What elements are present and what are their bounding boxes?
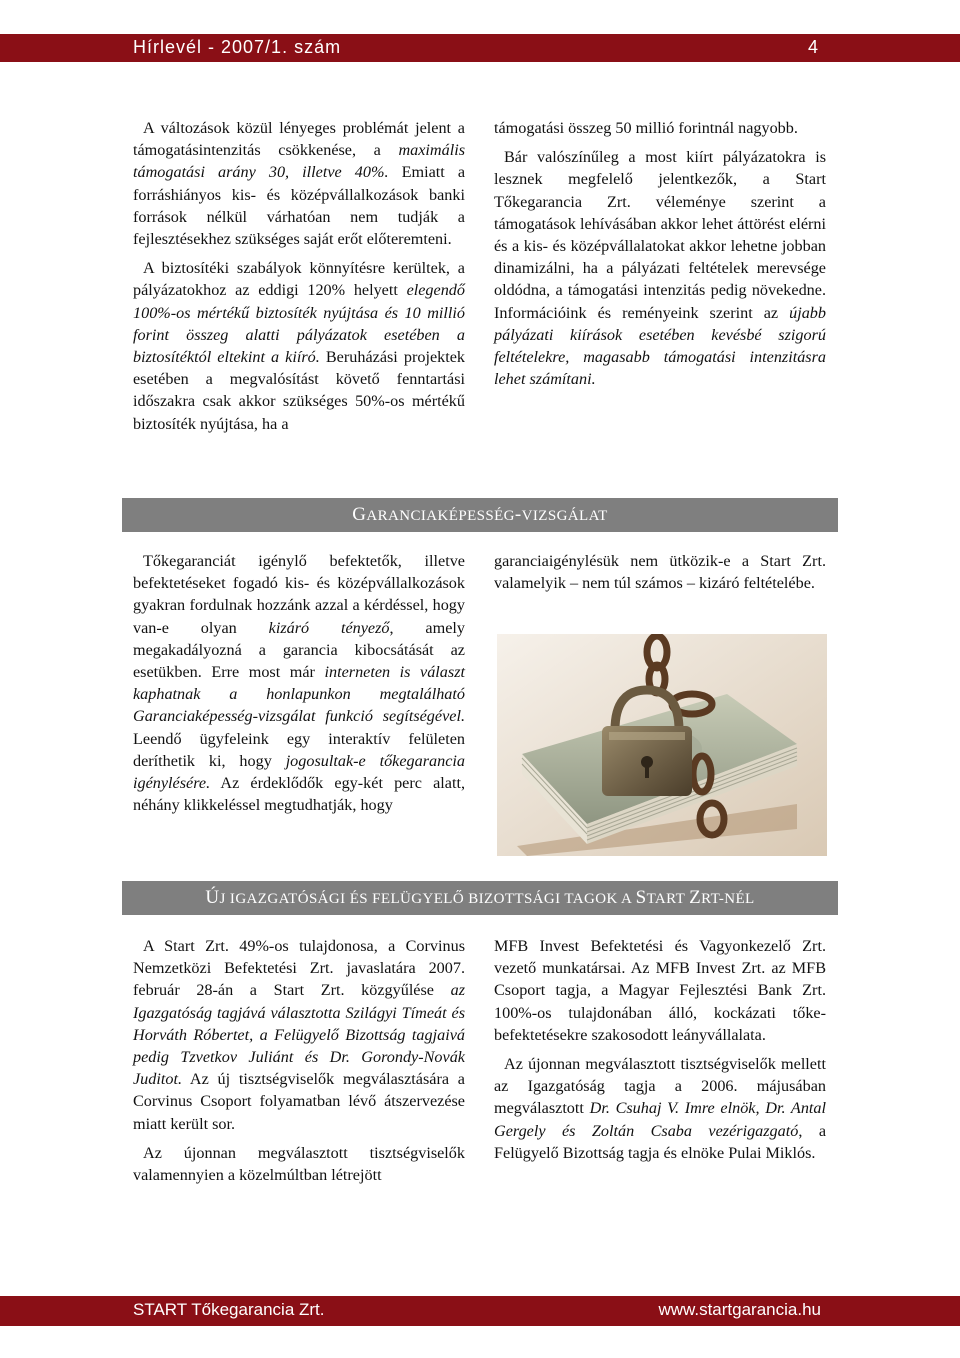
paragraph: Tőkegaranciát igénylő befektetők, illetve befektetéseket fogadó kis- és középvállalkozások gyakran fordulnak hozzánk azzal a kérdéssel, hogy van-e olyan kizáró tényező, amely megakadályozná a garancia kibocsátását az esetükben. Erre most már interneten is választ kaphatnak a honlapunkon megtalálható Garanciaképesség-vizsgálat funkció segítségével. Leendő ügyfeleink egy interaktív felületen deríthetik ki, hogy jogosultak-e tőkegarancia igénylésére. Az érdeklődők egy-két perc alatt, néhány klikkeléssel megtudhatják, hogy <box>133 552 465 815</box>
header-bar <box>0 34 960 62</box>
paragraph: A biztosítéki szabályok könnyítésre kerültek, a pályázatokhoz az eddigi 120% helyett elegendő 100%-os mértékű biztosíték nyújtása és 10 millió forint összeg alatti pályázatok esetében a biztosítéktól eltekint a kiíró. Beruházási projektek esetében a megvalósítást követő fenntartási időszakra csak akkor szükséges 50%-os mértékű biztosíték nyújtása, ha a <box>133 259 465 433</box>
paragraph: Bár valószínűleg a most kiírt pályázatokra is lesznek megfelelő jelentkezők, a Start Tőkegarancia Zrt. véleménye szerint a támogatások lehívásában akkor lehet áttörést elérni és a kis- és középvállalatokat akkor lehetne jobban dinamizálni, ha a pályázati feltételek merevsége oldódna, a támogatási intenzitás pedig növekedne. Információink és reményeink szerint az újabb pályázati kiírások esetében kevésbé szigorú feltételekre, magasabb támogatási intenzitásra lehet számítani. <box>494 148 826 389</box>
paragraph: garanciaigénylésük nem ütközik-e a Start Zrt. valamelyik – nem túl számos – kizáró feltételébe. <box>494 552 826 593</box>
section2-right-column <box>494 550 826 601</box>
paragraph: A változások közül lényeges problémát jelent a támogatásintenzitás csökkenése, a maximális támogatási arány 30, illetve 40%. Emiatt a forráshiányos kis- és középvállalkozások banki források nélkül várhatóan nem tudják a fejlesztésekhez szükséges saját erőt előteremteni. <box>133 119 466 249</box>
paragraph: támogatási összeg 50 millió forintnál nagyobb. <box>494 119 798 137</box>
section3-left-column <box>133 935 465 1193</box>
section1-right-column <box>494 117 826 397</box>
paragraph: Az újonnan megválasztott tisztségviselők mellett az Igazgatóság tagja a 2006. májusában megválasztott Dr. Csuhaj V. Imre elnök, Dr. Antal Gergely és Zoltán Csaba vezérigazgató, a Felügyelő Bizottság tagja és elnöke Pulai Miklós. <box>494 1055 827 1162</box>
paragraph: A Start Zrt. 49%-os tulajdonosa, a Corvinus Nemzetközi Befektetési Zrt. javaslatára 2007. február 28-án a Start Zrt. közgyűlése az Igazgatóság tagjává választotta Szilágyi Tímeát és Horváth Róbertet, a Felügyelő Bizottság tagjaivá pedig Tzvetkov Juliánt és Dr. Gorondy-Novák Juditot. Az új tisztségviselők megválasztására a Corvinus Csoport folyamatban lévő átszervezése miatt került sor. <box>133 937 465 1133</box>
section-heading-guarantee-check: GARANCIAKÉPESSÉG-VIZSGÁLAT <box>122 498 838 532</box>
padlock-banknotes-image <box>497 634 827 856</box>
section-heading-new-board-members: ÚJ IGAZGATÓSÁGI ÉS FELÜGYELŐ BIZOTTSÁGI TAGOK A START ZRT-NÉL <box>122 881 838 915</box>
footer-website-link[interactable]: www.startgarancia.hu <box>658 1300 821 1319</box>
paragraph: MFB Invest Befektetési és Vagyonkezelő Zrt. vezető munkatársai. Az MFB Invest Zrt. az MFB Csoport tagja, a Magyar Fejlesztési Bank Zrt. 100%-os tulajdonában álló, kockázati tőke-befektetésekre szakosodott leányvállalata. <box>494 937 826 1044</box>
section1-left-column <box>133 117 465 442</box>
section2-left-column <box>133 550 465 823</box>
paragraph: Az újonnan megválasztott tisztségviselők valamennyien a közelmúltban létrejött <box>133 1143 465 1185</box>
footer-company-name: START Tőkegarancia Zrt. <box>133 1300 325 1319</box>
page-number: 4 <box>807 37 819 57</box>
newsletter-title: Hírlevél - 2007/1. szám <box>133 37 342 57</box>
footer-bar <box>0 1296 960 1326</box>
section3-right-column <box>494 935 826 1171</box>
